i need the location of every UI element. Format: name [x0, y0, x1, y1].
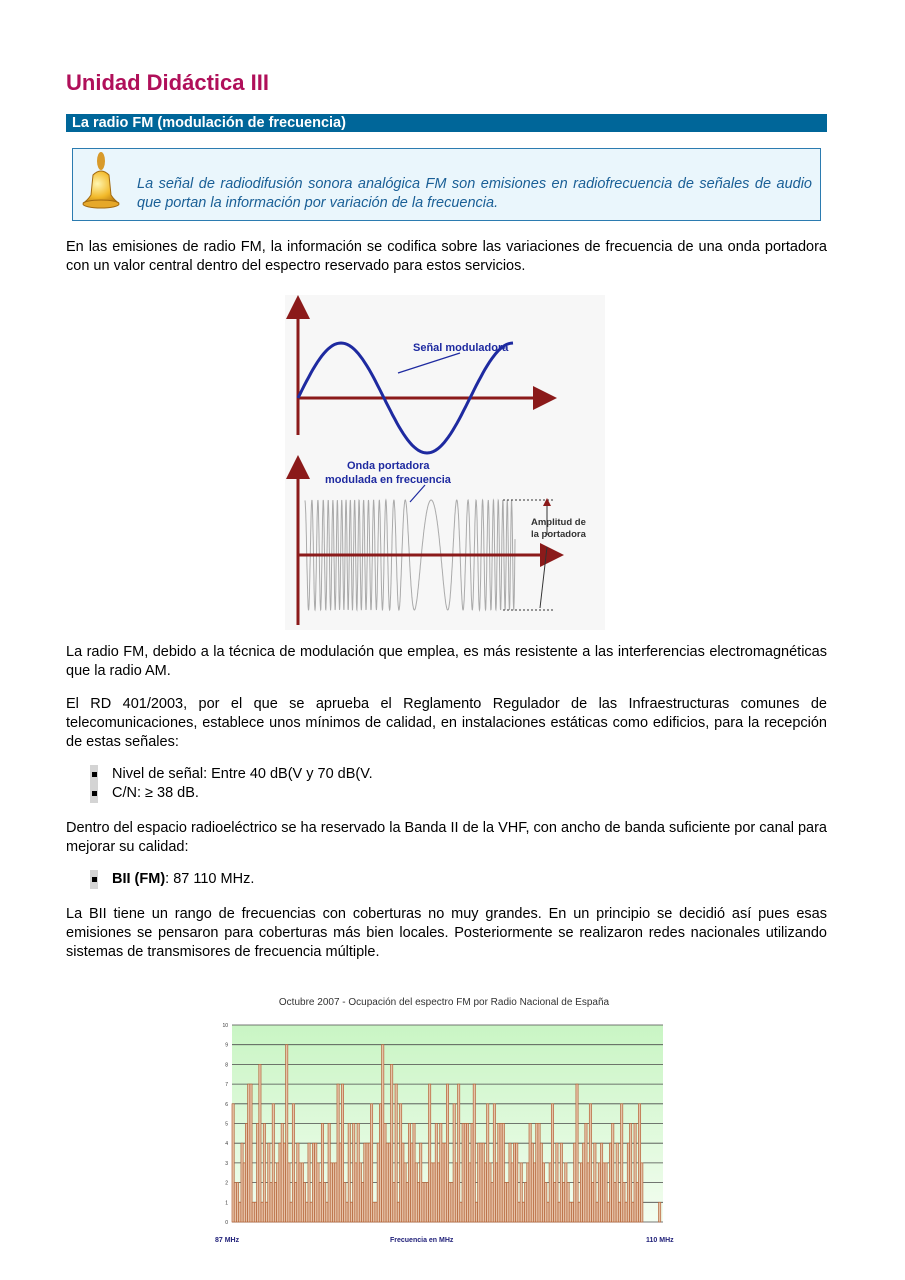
fm-occupancy-chart — [212, 990, 677, 1248]
y-tick-label: 9 — [225, 1042, 228, 1049]
y-tick-label: 2 — [225, 1180, 228, 1187]
bullet-icon — [90, 765, 98, 784]
section-header: La radio FM (modulación de frecuencia) — [66, 114, 827, 132]
label-carrier-1: Onda portadora — [347, 460, 430, 472]
y-tick-label: 4 — [225, 1141, 228, 1148]
y-tick-label: 10 — [222, 1023, 228, 1029]
chart-title: Octubre 2007 - Ocupación del espectro FM por Radio Nacional de España — [278, 997, 610, 1008]
label-carrier-2: modulada en frecuencia — [325, 474, 451, 486]
label-amplitude-1: Amplitud de — [531, 517, 586, 528]
y-tick-label: 8 — [225, 1062, 228, 1069]
y-tick-label: 3 — [225, 1160, 228, 1167]
list-item-text: C/N: ≥ 38 dB. — [112, 785, 199, 801]
bar — [659, 1202, 661, 1222]
paragraph: Dentro del espacio radioeléctrico se ha reservado la Banda II de la VHF, con ancho de banda suficiente por canal para mejorar su calidad: — [66, 820, 827, 855]
list-item — [90, 784, 373, 803]
bullet-icon — [90, 870, 98, 889]
x-end-label: 110 MHz — [646, 1237, 674, 1244]
bar — [458, 1084, 460, 1222]
paragraph: La radio FM, debido a la técnica de modulación que emplea, es más resistente a las interferencias electromagnéticas que la radio AM. — [66, 644, 827, 679]
note-callout — [72, 148, 821, 221]
bar — [576, 1084, 578, 1222]
label-modulating: Señal moduladora — [413, 342, 509, 354]
list-item-text: Nivel de señal: Entre 40 dB(V y 70 dB(V. — [112, 766, 373, 782]
band-range: : 87 110 MHz. — [165, 871, 255, 887]
bar — [395, 1084, 397, 1222]
page-title: Unidad Didáctica III — [66, 70, 269, 95]
y-tick-label: 1 — [225, 1200, 228, 1207]
paragraph: La BII tiene un rango de frecuencias con coberturas no muy grandes. En un principio se decidió así pues esas emisiones se pensaron para coberturas más bien locales. Posteriormente se realizaron redes nacionales utilizando sistemas de transmisores de frecuencia múltiple. — [66, 906, 827, 960]
list-item — [90, 765, 373, 784]
y-tick-label: 5 — [225, 1121, 228, 1128]
band-name: BII (FM) — [112, 871, 166, 887]
callout-text: La señal de radiodifusión sonora analógica FM son emisiones en radiofrecuencia de señales de audio que portan la información por variación de la frecuencia. — [137, 176, 812, 211]
bar — [473, 1084, 475, 1222]
paragraph: En las emisiones de radio FM, la información se codifica sobre las variaciones de frecuencia de una onda portadora con un valor central dentro del espectro reservado para estos servicios. — [66, 239, 827, 274]
y-tick-label: 6 — [225, 1101, 228, 1108]
x-axis-label: Frecuencia en MHz — [390, 1237, 454, 1244]
label-amplitude-2: la portadora — [531, 529, 586, 540]
list-item — [90, 870, 254, 889]
y-tick-label: 7 — [225, 1082, 228, 1089]
bullet-icon — [90, 784, 98, 803]
bar — [250, 1084, 252, 1222]
band-list — [90, 870, 254, 889]
requirements-list — [90, 765, 373, 803]
bar — [259, 1064, 261, 1222]
y-tick-label: 0 — [225, 1220, 228, 1226]
bell-icon — [79, 151, 123, 213]
paragraph: El RD 401/2003, por el que se aprueba el Reglamento Regulador de las Infraestructuras comunes de telecomunicaciones, establece unos mínimos de calidad, en instalaciones estáticas como edificios, para la recepción de estas señales: — [66, 696, 827, 750]
x-start-label: 87 MHz — [215, 1237, 240, 1244]
fm-modulation-diagram — [285, 295, 605, 630]
bar — [641, 1163, 643, 1222]
